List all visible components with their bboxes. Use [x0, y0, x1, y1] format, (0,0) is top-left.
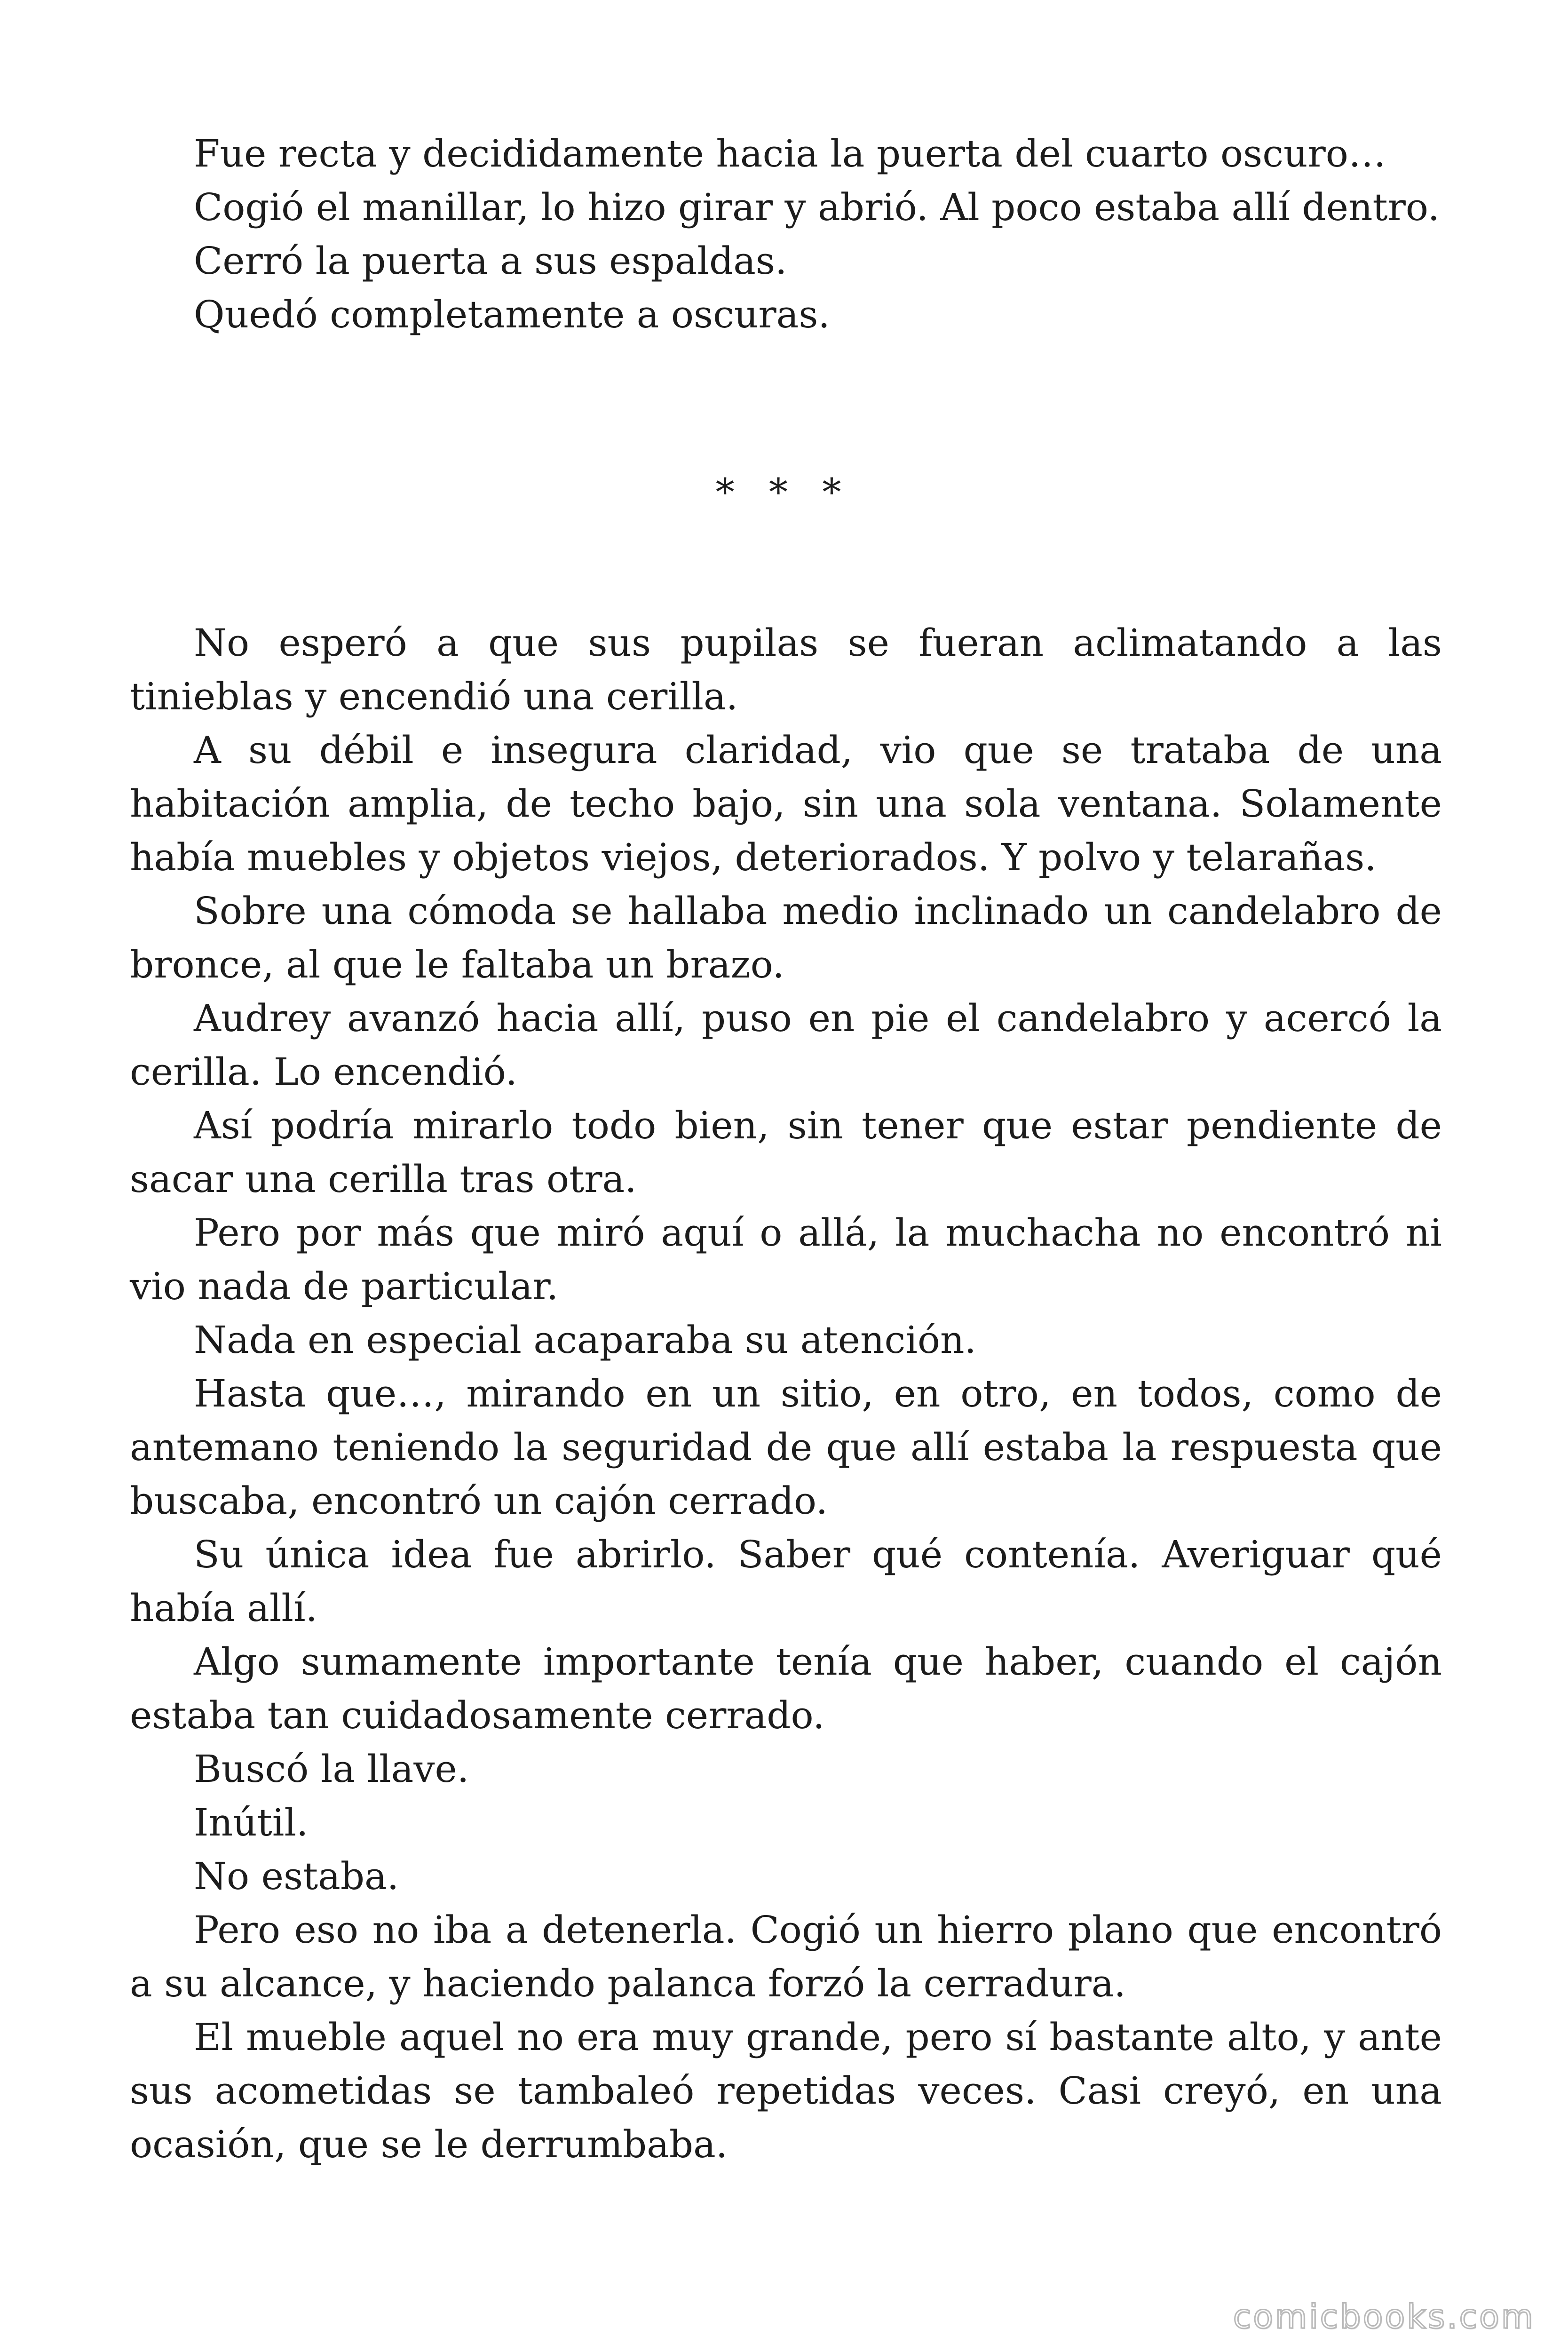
paragraph: Así podría mirarlo todo bien, sin tener que estar pendiente de sacar una cerilla tras otra.: [130, 1104, 1442, 1201]
text-section-top: [130, 127, 1442, 342]
paragraph: Pero eso no iba a detenerla. Cogió un hierro plano que encontró a su alcance, y haciendo palanca forzó la cerradura.: [130, 1908, 1442, 2005]
paragraph: Buscó la llave.: [194, 1747, 469, 1791]
watermark-text: comicbooks.com: [1233, 2297, 1535, 2336]
paragraph: No estaba.: [194, 1854, 399, 1898]
section-separator: [0, 466, 1568, 519]
paragraph: Nada en especial acaparaba su atención.: [194, 1318, 976, 1362]
paragraph: Pero por más que miró aquí o allá, la muchacha no encontró ni vio nada de particular.: [130, 1211, 1442, 1308]
paragraph: Cogió el manillar, lo hizo girar y abrió. Al poco estaba allí dentro.: [194, 185, 1440, 229]
text-section-main: [130, 616, 1442, 2171]
paragraph: Quedó completamente a oscuras.: [194, 293, 830, 336]
paragraph: Cerró la puerta a sus espaldas.: [194, 239, 787, 283]
paragraph: Su única idea fue abrirlo. Saber qué contenía. Averiguar qué había allí.: [130, 1533, 1442, 1630]
paragraph: Inútil.: [194, 1801, 309, 1844]
paragraph: Hasta que…, mirando en un sitio, en otro, en todos, como de antemano teniendo la seguridad de que allí estaba la respuesta que buscaba, encontró un cajón cerrado.: [130, 1372, 1442, 1523]
paragraph: El mueble aquel no era muy grande, pero sí bastante alto, y ante sus acometidas se tambaleó repetidas veces. Casi creyó, en una ocasión, que se le derrumbaba.: [130, 2015, 1442, 2166]
paragraph: Audrey avanzó hacia allí, puso en pie el candelabro y acercó la cerilla. Lo encendió.: [130, 996, 1442, 1094]
paragraph: A su débil e insegura claridad, vio que se trataba de una habitación amplia, de techo bajo, sin una sola ventana. Solamente había muebles y objetos viejos, deteriorados. Y polvo y telarañas.: [130, 728, 1442, 879]
separator-asterisks: * * *: [715, 470, 853, 514]
paragraph: No esperó a que sus pupilas se fueran aclimatando a las tinieblas y encendió una cerilla.: [130, 621, 1442, 718]
paragraph: Fue recta y decididamente hacia la puerta del cuarto oscuro…: [194, 132, 1386, 175]
paragraph: Algo sumamente importante tenía que haber, cuando el cajón estaba tan cuidadosamente cerrado.: [130, 1640, 1442, 1737]
paragraph: Sobre una cómoda se hallaba medio inclinado un candelabro de bronce, al que le faltaba un brazo.: [130, 889, 1442, 986]
